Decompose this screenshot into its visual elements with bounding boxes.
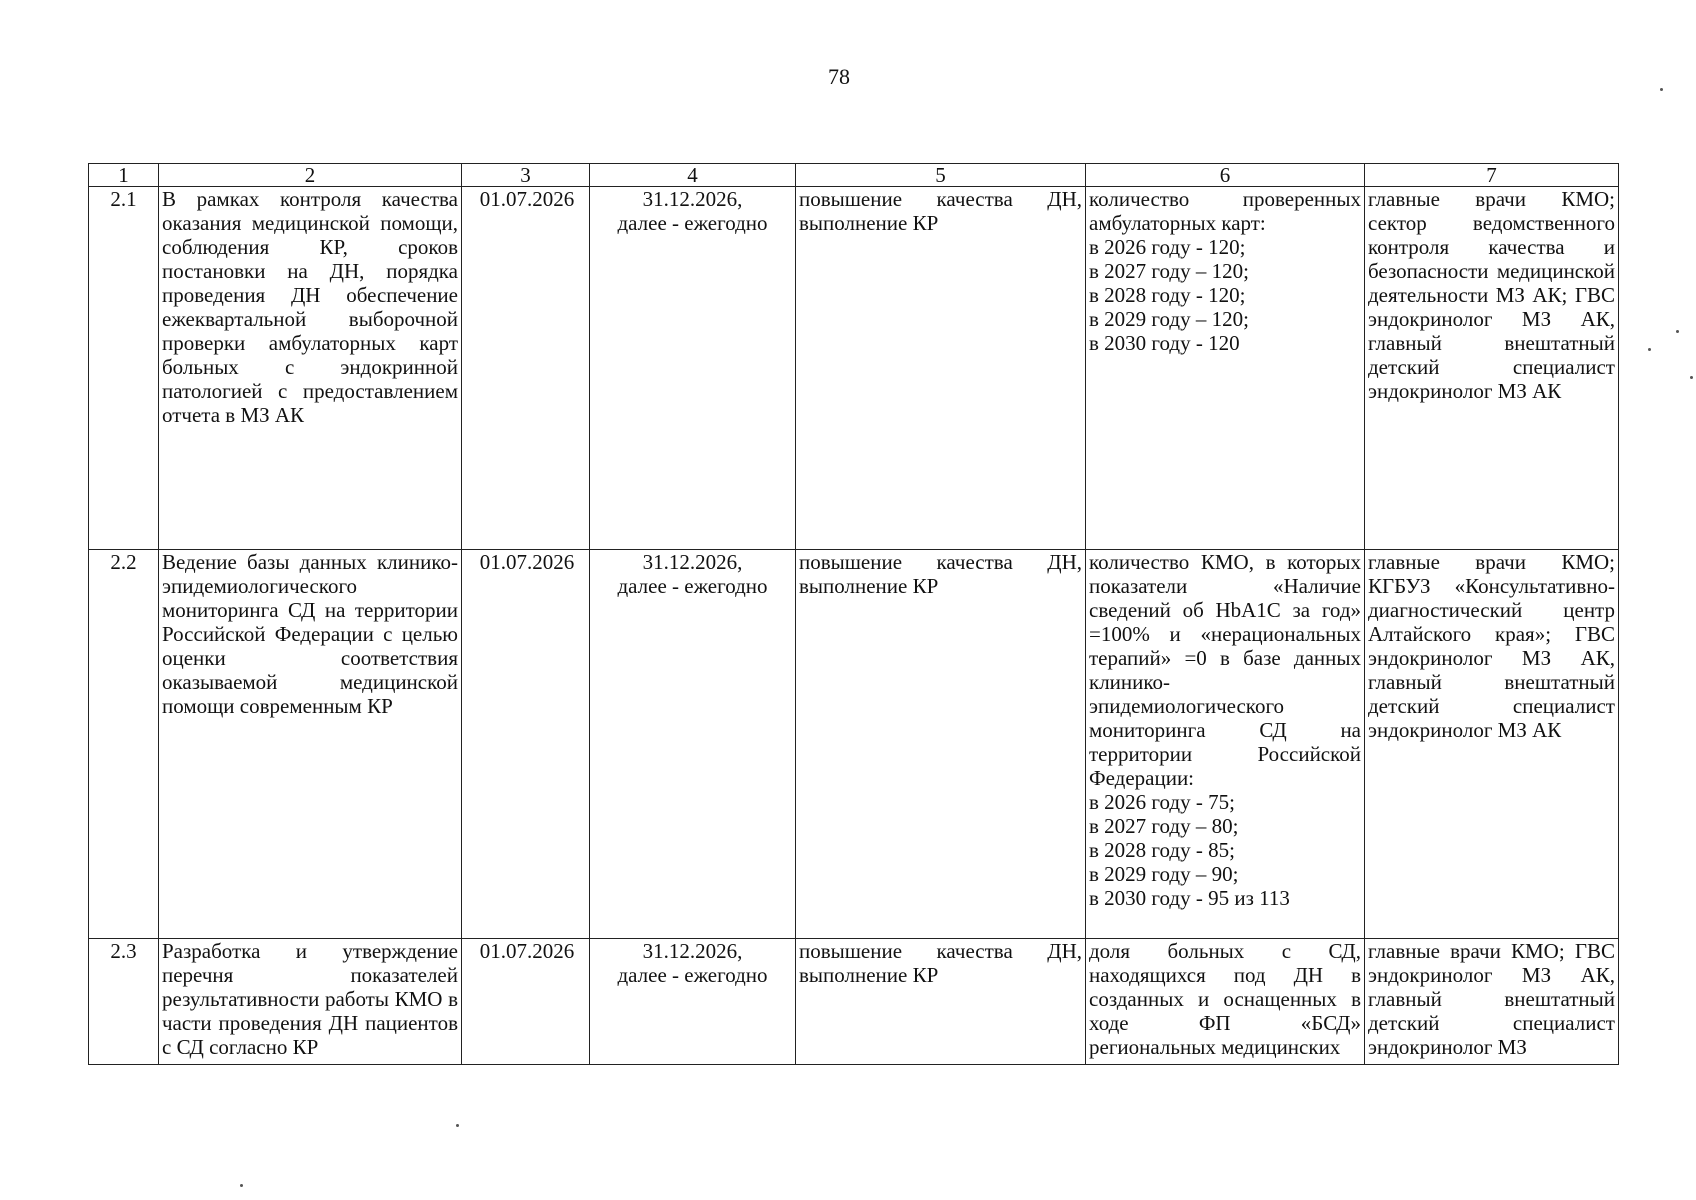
end-date-cell: 31.12.2026, далее - ежегодно (590, 939, 796, 1065)
responsible-cell: главные врачи КМО; сектор ведомственного контроля качества и безопасности медицинской деятельности МЗ АК; ГВС эндокринолог МЗ АК, главный внештатный детский специалист эндокринолог МЗ АК (1365, 187, 1619, 550)
table-row (89, 939, 1619, 1065)
column-number: 2 (159, 164, 462, 187)
plan-table (88, 163, 1619, 1065)
table-header-row (89, 164, 1619, 187)
start-date-cell: 01.07.2026 (462, 550, 590, 939)
end-date-cell: 31.12.2026, далее - ежегодно (590, 187, 796, 550)
scan-speck (1648, 348, 1651, 351)
indicator-cell: количество КМО, в которых показатели «Наличие сведений об HbA1C за год» =100% и «нерациональных терапий» =0 в базе данных клинико-эпидемиологического мониторинга СД на территории Российской Федерации: в 2026 году - 75; в 2027 году – 80; в 2028 году - 85; в 2029 году – 90; в 2030 году - 95 из 113 (1086, 550, 1365, 939)
start-date-cell: 01.07.2026 (462, 939, 590, 1065)
scan-speck (1690, 376, 1693, 379)
page-number: 78 (828, 64, 850, 89)
indicator-cell: количество проверенных амбулаторных карт: в 2026 году - 120; в 2027 году – 120; в 2028 году - 120; в 2029 году – 120; в 2030 году - 120 (1086, 187, 1365, 550)
activity-cell: Ведение базы данных клинико-эпидемиологического мониторинга СД на территории Российской Федерации с целью оценки соответствия оказываемой медицинской помощи современным КР (159, 550, 462, 939)
table-row (89, 550, 1619, 939)
column-number: 1 (89, 164, 159, 187)
scan-speck (240, 1184, 243, 1187)
row-number: 2.2 (89, 550, 159, 939)
column-number: 7 (1365, 164, 1619, 187)
scan-speck (1676, 330, 1679, 333)
responsible-cell: главные врачи КМО; КГБУЗ «Консультативно-диагностический центр Алтайского края»; ГВС эндокринолог МЗ АК, главный внештатный детский специалист эндокринолог МЗ АК (1365, 550, 1619, 939)
activity-cell: Разработка и утверждение перечня показателей результативности работы КМО в части проведения ДН пациентов с СД согласно КР (159, 939, 462, 1065)
column-number: 5 (796, 164, 1086, 187)
indicator-cell: доля больных с СД, находящихся под ДН в созданных и оснащенных в ходе ФП «БСД» региональных медицинских (1086, 939, 1365, 1065)
scan-speck (456, 1124, 459, 1127)
end-date-cell: 31.12.2026, далее - ежегодно (590, 550, 796, 939)
row-number: 2.1 (89, 187, 159, 550)
scan-speck (1660, 88, 1663, 91)
result-cell: повышение качества ДН, выполнение КР (796, 939, 1086, 1065)
result-cell: повышение качества ДН, выполнение КР (796, 187, 1086, 550)
row-number: 2.3 (89, 939, 159, 1065)
column-number: 3 (462, 164, 590, 187)
start-date-cell: 01.07.2026 (462, 187, 590, 550)
table-row (89, 187, 1619, 550)
activity-cell: В рамках контроля качества оказания медицинской помощи, соблюдения КР, сроков постановки на ДН, порядка проведения ДН обеспечение ежеквартальной выборочной проверки амбулаторных карт больных с эндокринной патологией с предоставлением отчета в МЗ АК (159, 187, 462, 550)
column-number: 4 (590, 164, 796, 187)
column-number: 6 (1086, 164, 1365, 187)
responsible-cell: главные врачи КМО; ГВС эндокринолог МЗ АК, главный внештатный детский специалист эндокринолог МЗ (1365, 939, 1619, 1065)
result-cell: повышение качества ДН, выполнение КР (796, 550, 1086, 939)
